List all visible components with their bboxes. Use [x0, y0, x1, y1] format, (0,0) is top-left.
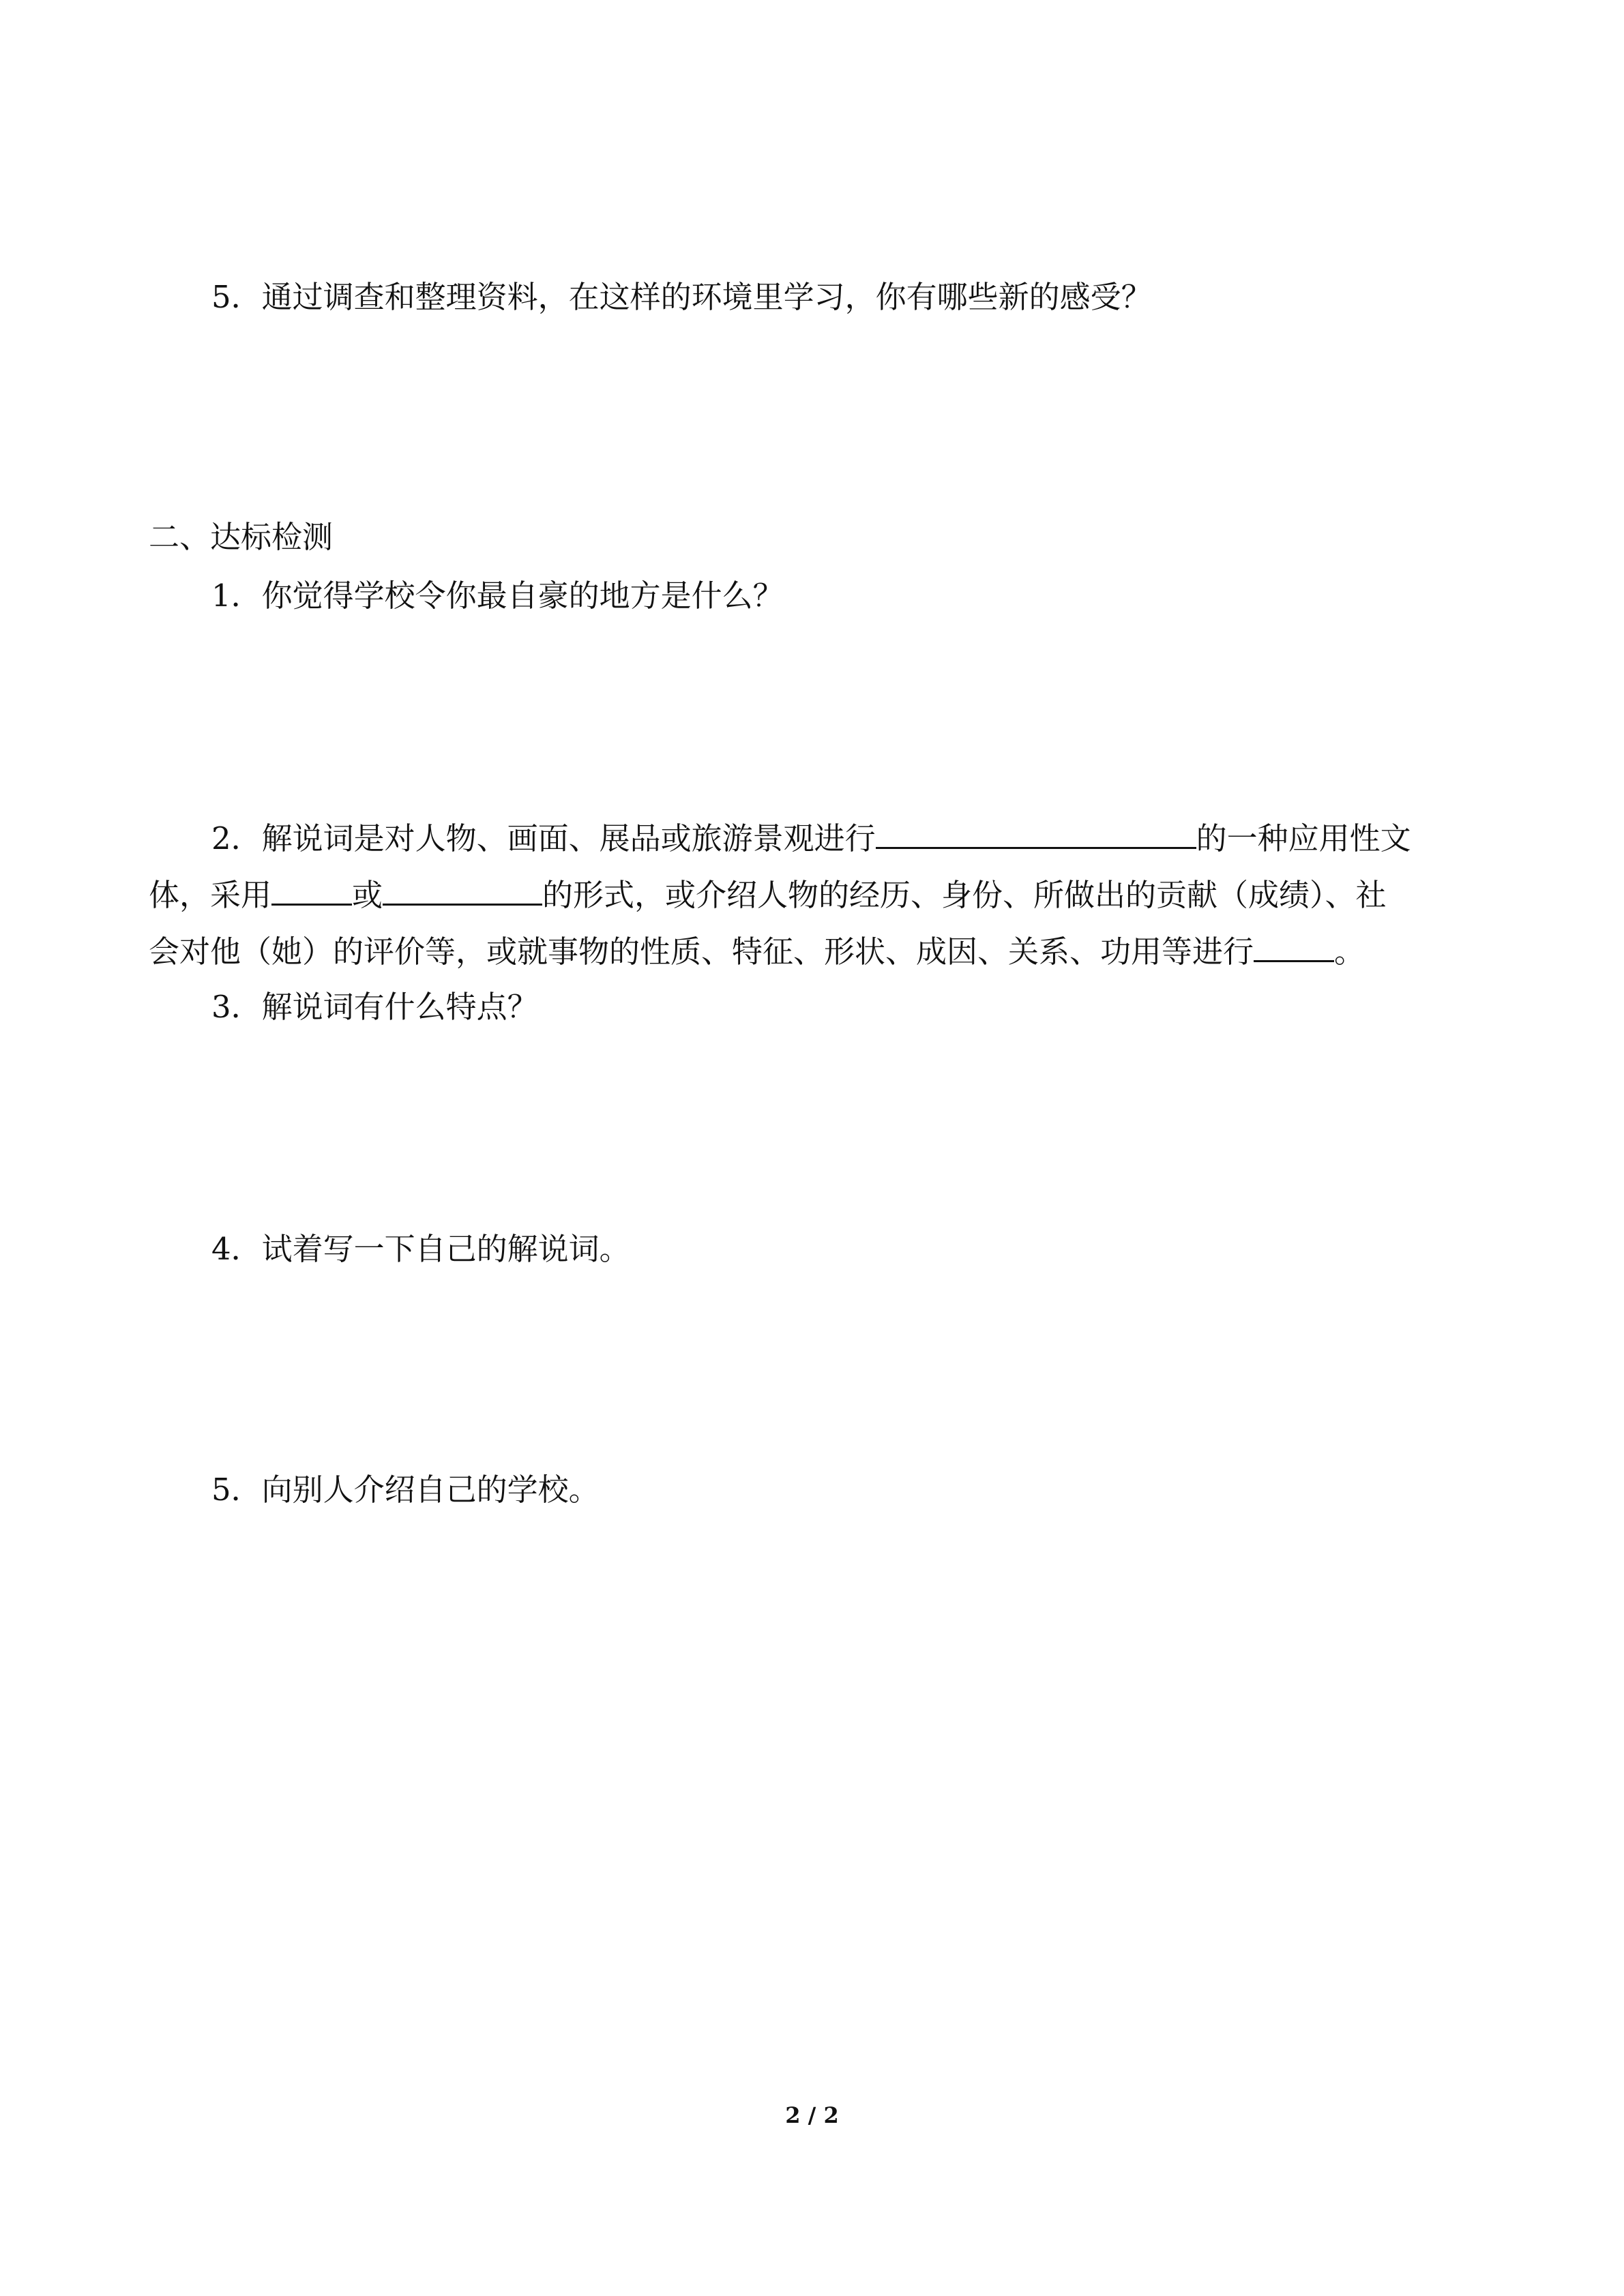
question-5: [211, 1471, 600, 1509]
question-text: 的一种应用性文: [1196, 820, 1411, 856]
question-2-line-1: [211, 818, 1411, 858]
question-2-line-2: [149, 875, 1387, 914]
question-text: 3．解说词有什么特点？: [211, 989, 538, 1025]
question-text: 会对他（她）的评价等，或就事物的性质、特征、形状、成因、关系、功用等进行: [149, 934, 1254, 970]
question-text: 或: [352, 877, 383, 913]
question-text: 5．向别人介绍自己的学校。: [211, 1472, 600, 1508]
page-number: 2 / 2: [785, 2102, 839, 2128]
fill-blank[interactable]: [1254, 931, 1334, 962]
question-text: 体，采用: [149, 877, 272, 913]
question-text: 1．你觉得学校令你最自豪的地方是什么？: [211, 578, 784, 614]
question-1: [211, 577, 784, 615]
question-2-line-3: [149, 931, 1365, 971]
section-heading: [149, 518, 333, 556]
question-part1-5: [211, 278, 1152, 316]
question-text: 4．试着写一下自己的解说词。: [211, 1231, 630, 1267]
question-text: 。: [1334, 934, 1365, 970]
question-3: [211, 988, 538, 1026]
question-text: 5．通过调查和整理资料，在这样的环境里学习，你有哪些新的感受？: [211, 279, 1152, 315]
question-4: [211, 1230, 630, 1268]
fill-blank[interactable]: [383, 875, 542, 906]
fill-blank[interactable]: [271, 875, 352, 906]
fill-blank[interactable]: [876, 818, 1196, 849]
section-heading-text: 二、达标检测: [149, 519, 334, 555]
question-text: 2．解说词是对人物、画面、展品或旅游景观进行: [211, 820, 876, 856]
question-text: 的形式，或介绍人物的经历、身份、所做出的贡献（成绩）、社: [542, 877, 1387, 913]
